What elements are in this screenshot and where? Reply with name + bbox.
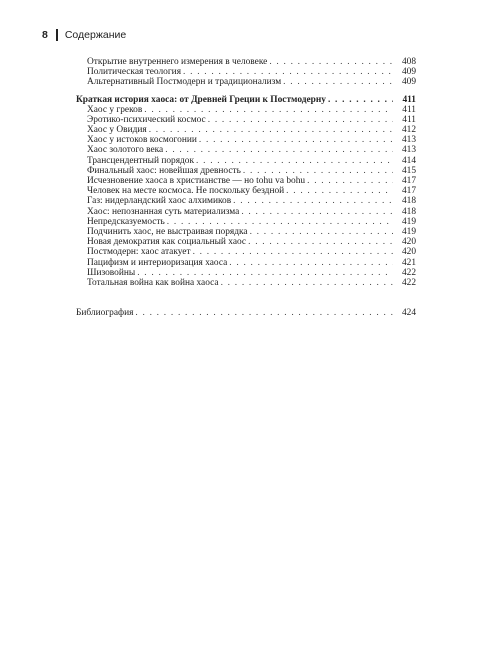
toc-entry-title: Пацифизм и интериоризация хаоса — [87, 257, 228, 268]
dot-leader — [248, 237, 393, 247]
toc-bibliography[interactable] — [76, 308, 416, 318]
header-divider — [56, 29, 58, 41]
table-of-contents — [76, 57, 416, 318]
dot-leader — [286, 186, 393, 196]
toc-entry[interactable] — [76, 77, 416, 87]
toc-entry-title: Тотальная война как война хаоса — [87, 277, 219, 288]
toc-entry[interactable] — [76, 166, 416, 176]
toc-entry[interactable] — [76, 207, 416, 217]
dot-leader — [229, 258, 393, 268]
toc-entry-page: 418 — [401, 196, 416, 207]
dot-leader — [328, 95, 393, 105]
dot-leader — [250, 227, 393, 237]
toc-entry-page: 420 — [401, 237, 416, 248]
toc-entry-page: 419 — [401, 216, 416, 227]
toc-entry-page: 413 — [401, 135, 416, 146]
toc-entry[interactable] — [76, 196, 416, 206]
toc-entry[interactable] — [76, 258, 416, 268]
running-title: Содержание — [64, 29, 127, 41]
dot-leader — [199, 135, 393, 145]
toc-entry[interactable] — [76, 115, 416, 125]
toc-entry-title: Человек на месте космоса. Не поскольку бездной — [87, 186, 285, 197]
toc-entry-page: 415 — [401, 165, 416, 176]
toc-entry-page: 411 — [402, 104, 416, 115]
dot-leader — [144, 105, 393, 115]
running-head — [42, 28, 126, 42]
section-title: Краткая история хаоса: от Древней Греции к Постмодерну — [76, 94, 326, 105]
toc-entry-page: 421 — [401, 257, 416, 268]
toc-entry-title: Газ: нидерландский хаос алхимиков — [87, 196, 232, 207]
dot-leader — [208, 115, 393, 125]
page-number: 8 — [42, 29, 48, 41]
toc-entry-page: 412 — [401, 125, 416, 136]
toc-entry-title: Хаос у истоков космогонии — [87, 135, 197, 146]
toc-entry-title: Трансцендентный порядок — [87, 155, 195, 166]
toc-entry-title: Финальный хаос: новейшая древность — [87, 165, 241, 176]
dot-leader — [149, 125, 393, 135]
toc-entry-page: 417 — [401, 186, 416, 197]
toc-entry[interactable] — [76, 156, 416, 166]
dot-leader — [165, 145, 393, 155]
toc-entry-page: 409 — [401, 67, 416, 78]
toc-entry-page: 413 — [401, 145, 416, 156]
toc-entry[interactable] — [76, 146, 416, 156]
bibliography-page: 424 — [401, 308, 416, 319]
toc-entry[interactable] — [76, 247, 416, 257]
dot-leader — [221, 278, 393, 288]
section-page: 411 — [402, 94, 416, 105]
toc-entry-title: Хаос: непознанная суть материализма — [87, 206, 240, 217]
toc-entry-title: Открытие внутреннего измерения в человеке — [87, 56, 268, 67]
toc-entry[interactable] — [76, 227, 416, 237]
toc-entry-title: Политическая теология — [87, 67, 182, 78]
toc-entry-title: Непредсказуемость — [87, 216, 165, 227]
dot-leader — [269, 57, 393, 67]
toc-entry[interactable] — [76, 135, 416, 145]
toc-entry[interactable] — [76, 67, 416, 77]
dot-leader — [196, 156, 393, 166]
toc-entry[interactable] — [76, 105, 416, 115]
dot-leader — [167, 217, 393, 227]
toc-entry[interactable] — [76, 237, 416, 247]
toc-entry[interactable] — [76, 278, 416, 288]
toc-entry-title: Исчезновение хаоса в христианстве — но tohu va bohu — [87, 176, 306, 187]
toc-entry[interactable] — [76, 217, 416, 227]
toc-entry-page: 414 — [401, 155, 416, 166]
toc-entry-title: Шизовойны — [87, 267, 136, 278]
toc-entry[interactable] — [76, 176, 416, 186]
toc-entry-title: Хаос золотого века — [87, 145, 164, 156]
bibliography-title: Библиография — [76, 308, 134, 319]
toc-entry-page: 422 — [401, 277, 416, 288]
toc-entry-title: Новая демократия как социальный хаос — [87, 237, 247, 248]
toc-entry-page: 411 — [402, 114, 416, 125]
toc-section-heading[interactable] — [76, 95, 416, 105]
toc-entry-page: 418 — [401, 206, 416, 217]
toc-entry-page: 419 — [401, 226, 416, 237]
toc-entry-title: Эротико-психический космос — [87, 114, 206, 125]
toc-entry-title: Подчинить хаос, не выстраивая порядка — [87, 226, 248, 237]
dot-leader — [233, 196, 393, 206]
toc-entry-page: 409 — [401, 77, 416, 88]
toc-entry-page: 422 — [401, 267, 416, 278]
toc-entry-title: Альтернативный Постмодерн и традиционализм — [87, 77, 282, 88]
toc-entry[interactable] — [76, 57, 416, 67]
dot-leader — [243, 166, 393, 176]
toc-entry-page: 420 — [401, 247, 416, 258]
toc-entry-page: 417 — [401, 176, 416, 187]
dot-leader — [137, 268, 393, 278]
toc-entry[interactable] — [76, 186, 416, 196]
toc-entry[interactable] — [76, 125, 416, 135]
dot-leader — [183, 67, 393, 77]
dot-leader — [307, 176, 393, 186]
toc-entry-title: Постмодерн: хаос атакует — [87, 247, 191, 258]
dot-leader — [135, 308, 393, 318]
toc-entry[interactable] — [76, 268, 416, 278]
dot-leader — [283, 77, 393, 87]
dot-leader — [241, 207, 393, 217]
dot-leader — [193, 247, 393, 257]
toc-entry-title: Хаос у Овидия — [87, 125, 147, 136]
toc-entry-page: 408 — [401, 56, 416, 67]
toc-entry-title: Хаос у греков — [87, 104, 143, 115]
